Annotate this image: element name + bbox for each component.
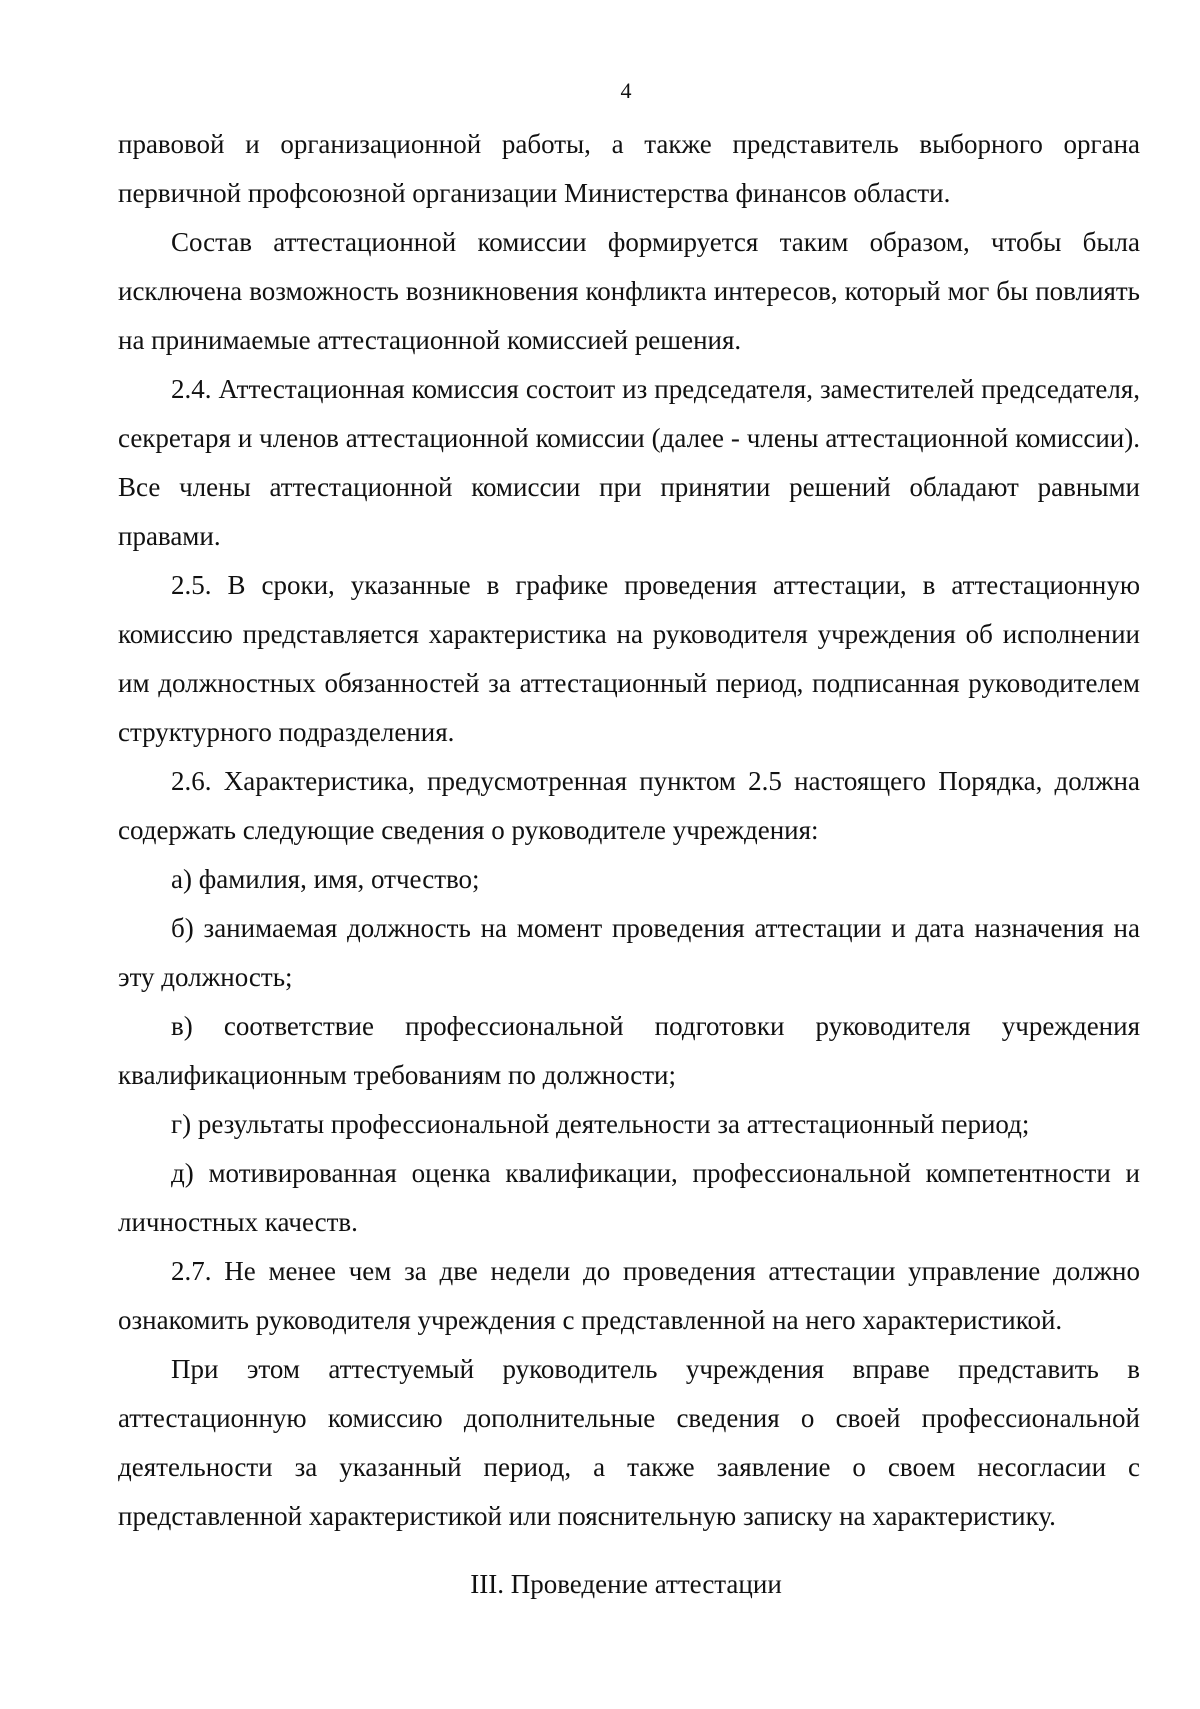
paragraph-2-6: 2.6. Характеристика, предусмотренная пунктом 2.5 настоящего Порядка, должна содержать следующие сведения о руководителе учреждения: (118, 766, 1140, 845)
paragraph-continuation: правовой и организационной работы, а также представитель выборного органа первичной профсоюзной организации Министерства финансов области. (118, 129, 1140, 208)
paragraph-2-5: 2.5. В сроки, указанные в графике проведения аттестации, в аттестационную комиссию представляется характеристика на руководителя учреждения об исполнении им должностных обязанностей за аттестационный период, подписанная руководителем структурного подразделения. (118, 570, 1140, 747)
list-item-v: в) соответствие профессиональной подготовки руководителя учреждения квалификационным требованиям по должности; (118, 1011, 1140, 1090)
paragraph-commission-composition: Состав аттестационной комиссии формируется таким образом, чтобы была исключена возможность возникновения конфликта интересов, который мог бы повлиять на принимаемые аттестационной комиссией решения. (118, 227, 1140, 355)
paragraph-2-4: 2.4. Аттестационная комиссия состоит из председателя, заместителей председателя, секретаря и членов аттестационной комиссии (далее - члены аттестационной комиссии). Все члены аттестационной комиссии при принятии решений обладают равными правами. (118, 374, 1140, 551)
section-heading: III. Проведение аттестации (470, 1569, 782, 1599)
page-number: 4 (620, 78, 632, 103)
list-item-g: г) результаты профессиональной деятельности за аттестационный период; (171, 1109, 1030, 1139)
paragraph-additional-info: При этом аттестуемый руководитель учреждения вправе представить в аттестационную комиссию дополнительные сведения о своей профессиональной деятельности за указанный период, а также заявление о своем несогласии с представленной характеристикой или пояснительную записку на характеристику. (118, 1354, 1140, 1531)
list-item-d: д) мотивированная оценка квалификации, профессиональной компетентности и личностных качеств. (118, 1158, 1140, 1237)
list-item-a: а) фамилия, имя, отчество; (171, 864, 480, 894)
document-body (118, 120, 1140, 1541)
list-item-b: б) занимаемая должность на момент проведения аттестации и дата назначения на эту должность; (118, 913, 1140, 992)
paragraph-2-7: 2.7. Не менее чем за две недели до проведения аттестации управление должно ознакомить руководителя учреждения с представленной на него характеристикой. (118, 1256, 1140, 1335)
